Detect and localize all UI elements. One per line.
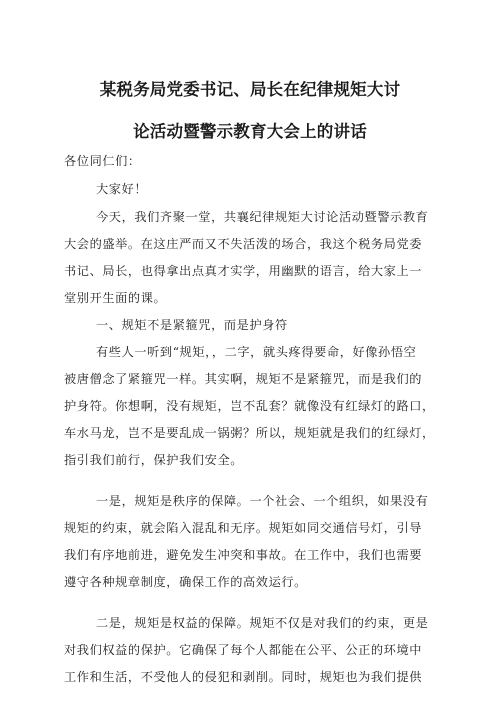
section-heading-1: 一、规矩不是紧箍咒，而是护身符 xyxy=(96,318,288,332)
paragraph-1-line-2: 大会的盛举。在这庄严而又不失活泼的场合，我这个税务局党委 xyxy=(64,237,423,251)
paragraph-4-line-1: 二是，规矩是权益的保障。规矩不仅是对我们的约束，更是 xyxy=(96,616,429,630)
paragraph-2-line-2: 被唐僧念了紧箍咒一样。其实啊，规矩不是紧箍咒，而是我们的 xyxy=(64,372,423,386)
paragraph-1-line-1: 今天，我们齐聚一堂，共襄纪律规矩大讨论活动暨警示教育 xyxy=(96,210,429,224)
paragraph-2-line-5: 指引我们前行，保护我们安全。 xyxy=(64,453,244,467)
paragraph-1-line-3: 书记、局长，也得拿出点真才实学，用幽默的语言，给大家上一 xyxy=(64,264,423,278)
paragraph-3-line-2: 规矩的约束，就会陷入混乱和无序。规矩如同交通信号灯，引导 xyxy=(64,521,423,535)
document-title-line-1: 某税务局党委书记、局长在纪律规矩大讨 xyxy=(99,80,401,99)
paragraph-1-line-4: 堂别开生面的课。 xyxy=(64,291,167,305)
paragraph-4-line-3: 工作和生活，不受他人的侵犯和剥削。同时，规矩也为我们提供 xyxy=(64,670,423,684)
paragraph-2-line-4: 车水马龙，岂不是要乱成一锅粥？所以，规矩就是我们的红绿灯， xyxy=(64,426,435,440)
paragraph-2-line-1: 有些人一听到“规矩，，二字，就头疼得要命，好像孙悟空 xyxy=(96,345,417,359)
paragraph-3-line-4: 遵守各种规章制度，确保工作的高效运行。 xyxy=(64,575,307,589)
paragraph-3-line-3: 我们有序地前进，避免发生冲突和事故。在工作中，我们也需要 xyxy=(64,548,423,562)
document-title-line-2: 论活动暨警示教育大会上的讲话 xyxy=(133,122,367,141)
paragraph-3-line-1: 一是，规矩是秩序的保障。一个社会、一个组织，如果没有 xyxy=(96,494,429,508)
paragraph-4-line-2: 对我们权益的保护。它确保了每个人都能在公平、公正的环境中 xyxy=(64,643,423,657)
salutation: 各位同仁们： xyxy=(64,154,141,168)
greeting: 大家好！ xyxy=(96,182,148,196)
paragraph-2-line-3: 护身符。你想啊，没有规矩，岂不乱套？就像没有红绿灯的路口， xyxy=(64,399,435,413)
